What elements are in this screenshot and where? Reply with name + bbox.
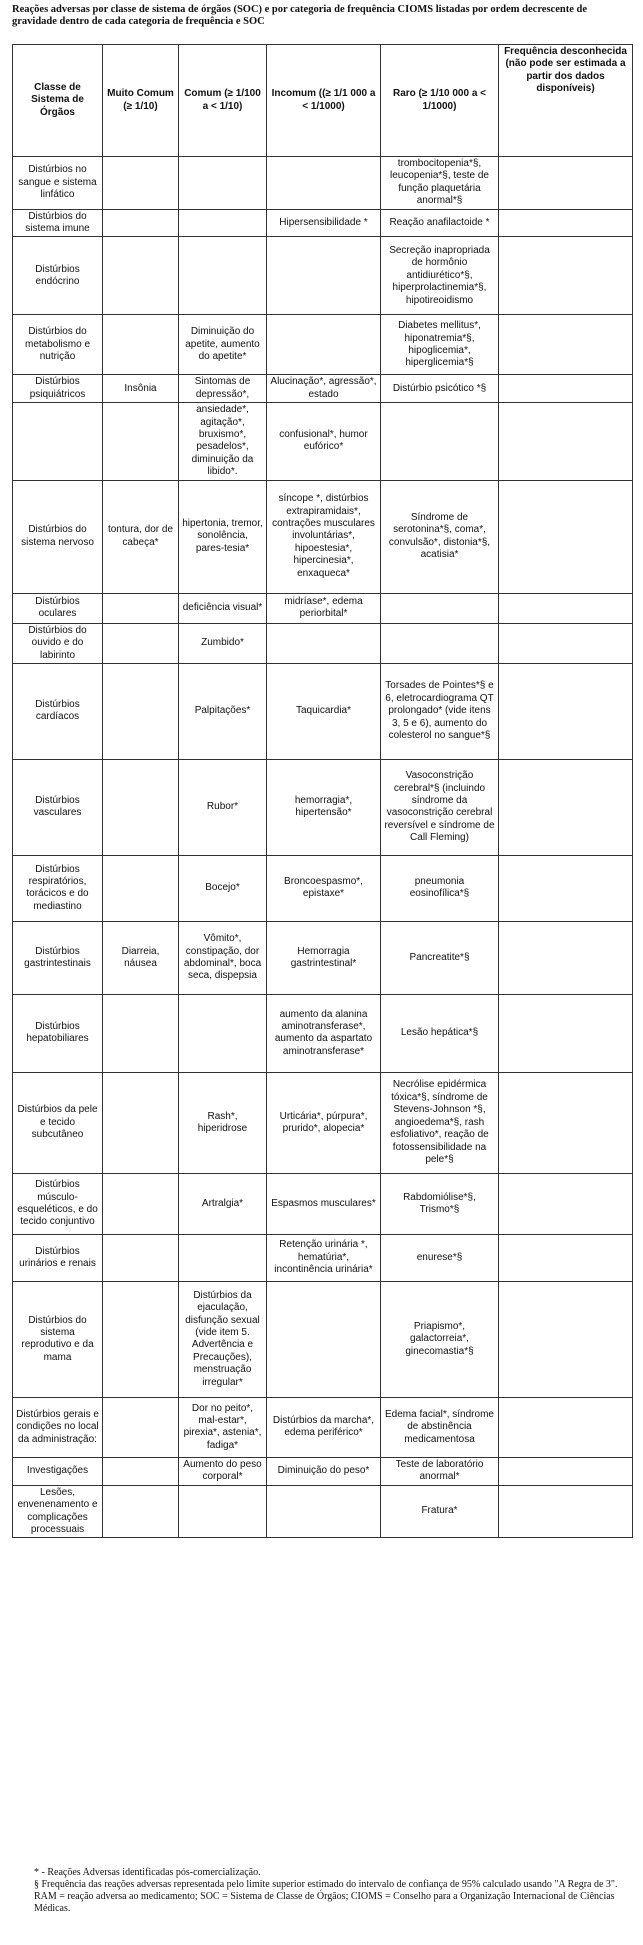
cell-very-common	[103, 1072, 179, 1173]
cell-uncommon	[267, 157, 381, 210]
header-uncommon: Incomum ((≥ 1/1 000 a < 1/1000)	[267, 45, 381, 157]
cell-common	[179, 157, 267, 210]
header-soc: Classe de Sistema de Órgãos	[13, 45, 103, 157]
cell-soc: Investigações	[13, 1457, 103, 1485]
cell-common	[179, 1234, 267, 1281]
cell-rare	[381, 593, 499, 623]
cell-unknown	[499, 375, 633, 403]
cell-unknown	[499, 209, 633, 237]
cell-rare: Necrólise epidérmica tóxica*§, síndrome de Stevens-Johnson *§, angioedema*§, rash esfoliativo*, reação de fotossensibilidade na pele*§	[381, 1072, 499, 1173]
cell-soc: Distúrbios respiratórios, torácicos e do mediastino	[13, 855, 103, 921]
cell-very-common: Diarreia, náusea	[103, 921, 179, 994]
table-row	[13, 759, 633, 855]
cell-unknown	[499, 315, 633, 375]
cell-rare: Torsades de Pointes*§ e 6, eletrocardiograma QT prolongado* (vide itens 3, 5 e 6), aumento do colesterol no sangue*§	[381, 663, 499, 759]
table-row	[13, 157, 633, 210]
cell-unknown	[499, 237, 633, 315]
cell-very-common	[103, 1173, 179, 1234]
cell-rare: Pancreatite*§	[381, 921, 499, 994]
cell-rare: Edema facial*, síndrome de abstinência medicamentosa	[381, 1397, 499, 1457]
cell-soc: Distúrbios endócrino	[13, 237, 103, 315]
cell-uncommon: Espasmos musculares*	[267, 1173, 381, 1234]
cell-common: Zumbido*	[179, 623, 267, 663]
footnote-section: § Frequência das reações adversas representada pelo limite superior estimado do intervalo de confiança de 95% calculado usando "A Regra de 3".	[34, 1879, 618, 1890]
table-row	[13, 623, 633, 663]
cell-common: Palpitações*	[179, 663, 267, 759]
cell-very-common	[103, 157, 179, 210]
table-row	[13, 1072, 633, 1173]
table-row	[13, 375, 633, 403]
cell-very-common	[103, 1397, 179, 1457]
cell-common: Rubor*	[179, 759, 267, 855]
cell-rare: Lesão hepática*§	[381, 994, 499, 1072]
cell-uncommon: síncope *, distúrbios extrapiramidais*, contrações musculares involuntárias*, hipoestesia*, hipercinesia*, enxaqueca*	[267, 480, 381, 593]
cell-unknown	[499, 1072, 633, 1173]
cell-common: Distúrbios da ejaculação, disfunção sexual (vide item 5. Advertência e Precauções), menstruação irregular*	[179, 1281, 267, 1397]
cell-common: Aumento do peso corporal*	[179, 1457, 267, 1485]
cell-rare: Síndrome de serotonina*§, coma*, convulsão*, distonia*§, acatisia*	[381, 480, 499, 593]
cell-rare: Rabdomiólise*§, Trismo*§	[381, 1173, 499, 1234]
cell-very-common	[103, 1485, 179, 1538]
cell-common	[179, 994, 267, 1072]
cell-soc: Distúrbios urinários e renais	[13, 1234, 103, 1281]
cell-unknown	[499, 403, 633, 480]
cell-soc: Distúrbios hepatobiliares	[13, 994, 103, 1072]
cell-common: Artralgia*	[179, 1173, 267, 1234]
cell-very-common	[103, 209, 179, 237]
cell-very-common	[103, 994, 179, 1072]
cell-very-common	[103, 855, 179, 921]
table-row	[13, 209, 633, 237]
cell-common: ansiedade*, agitação*, bruxismo*, pesadelos*, diminuição da libido*.	[179, 403, 267, 480]
cell-soc: Distúrbios do metabolismo e nutrição	[13, 315, 103, 375]
cell-very-common	[103, 593, 179, 623]
table-row	[13, 593, 633, 623]
cell-uncommon	[267, 623, 381, 663]
table-row	[13, 403, 633, 480]
cell-very-common	[103, 1281, 179, 1397]
cell-soc: Distúrbios psiquiátricos	[13, 375, 103, 403]
cell-uncommon	[267, 315, 381, 375]
cell-rare: pneumonia eosinofílica*§	[381, 855, 499, 921]
table-row	[13, 1457, 633, 1485]
cell-uncommon: Taquicardia*	[267, 663, 381, 759]
cell-very-common	[103, 403, 179, 480]
cell-unknown	[499, 855, 633, 921]
table-row	[13, 1485, 633, 1538]
cell-common	[179, 1485, 267, 1538]
cell-uncommon: confusional*, humor eufórico*	[267, 403, 381, 480]
table-row	[13, 1281, 633, 1397]
header-rare: Raro (≥ 1/10 000 a < 1/1000)	[381, 45, 499, 157]
cell-very-common	[103, 1457, 179, 1485]
cell-soc: Distúrbios do sistema nervoso	[13, 480, 103, 593]
cell-soc: Lesões, envenenamento e complicações processuais	[13, 1485, 103, 1538]
cell-common	[179, 209, 267, 237]
cell-uncommon: aumento da alanina aminotransferase*, aumento da aspartato aminotransferase*	[267, 994, 381, 1072]
cell-rare: Distúrbio psicótico *§	[381, 375, 499, 403]
cell-rare: Fratura*	[381, 1485, 499, 1538]
cell-rare	[381, 623, 499, 663]
cell-unknown	[499, 1457, 633, 1485]
cell-soc: Distúrbios cardíacos	[13, 663, 103, 759]
cell-rare: Teste de laboratório anormal*	[381, 1457, 499, 1485]
cell-unknown	[499, 480, 633, 593]
cell-soc: Distúrbios vasculares	[13, 759, 103, 855]
cell-common: deficiência visual*	[179, 593, 267, 623]
footnotes	[34, 1867, 624, 1915]
cell-uncommon: Urticária*, púrpura*, prurido*, alopecia*	[267, 1072, 381, 1173]
table-row	[13, 1173, 633, 1234]
cell-unknown	[499, 663, 633, 759]
cell-soc: Distúrbios do ouvido e do labirinto	[13, 623, 103, 663]
table-body	[13, 157, 633, 1538]
cell-unknown	[499, 994, 633, 1072]
cell-unknown	[499, 157, 633, 210]
cell-uncommon	[267, 1485, 381, 1538]
cell-common: Vômito*, constipação, dor abdominal*, boca seca, dispepsia	[179, 921, 267, 994]
cell-common: hipertonia, tremor, sonolência, pares-tesia*	[179, 480, 267, 593]
cell-uncommon: Hemorragia gastrintestinal*	[267, 921, 381, 994]
cell-soc: Distúrbios gerais e condições no local da administração:	[13, 1397, 103, 1457]
cell-soc: Distúrbios do sistema imune	[13, 209, 103, 237]
cell-rare	[381, 403, 499, 480]
cell-very-common	[103, 315, 179, 375]
cell-very-common	[103, 1234, 179, 1281]
cell-common: Dor no peito*, mal-estar*, pirexia*, astenia*, fadiga*	[179, 1397, 267, 1457]
cell-rare: Vasoconstrição cerebral*§ (incluindo síndrome da vasoconstrição cerebral reversível e síndrome de Call Fleming)	[381, 759, 499, 855]
cell-uncommon: Alucinação*, agressão*, estado	[267, 375, 381, 403]
cell-common: Diminuição do apetite, aumento do apetite*	[179, 315, 267, 375]
cell-uncommon: Hipersensibilidade *	[267, 209, 381, 237]
header-row	[13, 45, 633, 157]
table-row	[13, 663, 633, 759]
cell-uncommon: Distúrbios da marcha*, edema periférico*	[267, 1397, 381, 1457]
cell-soc: Distúrbios da pele e tecido subcutâneo	[13, 1072, 103, 1173]
cell-soc: Distúrbios no sangue e sistema linfático	[13, 157, 103, 210]
cell-rare: Diabetes mellitus*, hiponatremia*§, hipoglicemia*, hiperglicemia*§	[381, 315, 499, 375]
cell-very-common	[103, 237, 179, 315]
cell-uncommon	[267, 237, 381, 315]
cell-unknown	[499, 1281, 633, 1397]
cell-very-common: tontura, dor de cabeça*	[103, 480, 179, 593]
table-row	[13, 315, 633, 375]
cell-common	[179, 237, 267, 315]
table-row	[13, 855, 633, 921]
cell-rare: trombocitopenia*§, leucopenia*§, teste de função plaquetária anormal*§	[381, 157, 499, 210]
cell-rare: Priapismo*, galactorreia*, ginecomastia*§	[381, 1281, 499, 1397]
adverse-reactions-table	[12, 44, 633, 1538]
table-title: Reações adversas por classe de sistema de órgãos (SOC) e por categoria de frequência CIOMS listadas por ordem decrescente de gravidade dentro de cada categoria de frequência e SOC	[12, 4, 587, 27]
cell-unknown	[499, 921, 633, 994]
cell-rare: Secreção inapropriada de hormônio antidiurético*§, hiperprolactinemia*§, hipotireoidismo	[381, 237, 499, 315]
cell-unknown	[499, 623, 633, 663]
cell-unknown	[499, 1397, 633, 1457]
footnote-abbreviations: RAM = reação adversa ao medicamento; SOC = Sistema de Classe de Órgãos; CIOMS = Conselho para a Organização Internacional de Ciências Médicas.	[34, 1891, 618, 1914]
cell-soc: Distúrbios oculares	[13, 593, 103, 623]
cell-very-common	[103, 623, 179, 663]
cell-uncommon: midríase*, edema periorbital*	[267, 593, 381, 623]
cell-soc: Distúrbios músculo-esqueléticos, e do tecido conjuntivo	[13, 1173, 103, 1234]
cell-uncommon: Diminuição do peso*	[267, 1457, 381, 1485]
cell-very-common: Insônia	[103, 375, 179, 403]
cell-very-common	[103, 663, 179, 759]
header-unknown-frequency: Frequência desconhecida (não pode ser estimada a partir dos dados disponíveis)	[499, 45, 633, 157]
cell-rare: Reação anafilactoide *	[381, 209, 499, 237]
cell-unknown	[499, 1234, 633, 1281]
cell-common: Sintomas de depressão*,	[179, 375, 267, 403]
table-row	[13, 480, 633, 593]
cell-unknown	[499, 593, 633, 623]
cell-very-common	[103, 759, 179, 855]
cell-soc	[13, 403, 103, 480]
table-row	[13, 1397, 633, 1457]
table-row	[13, 237, 633, 315]
cell-soc: Distúrbios do sistema reprodutivo e da mama	[13, 1281, 103, 1397]
cell-uncommon: hemorragia*, hipertensão*	[267, 759, 381, 855]
header-common: Comum (≥ 1/100 a < 1/10)	[179, 45, 267, 157]
cell-unknown	[499, 759, 633, 855]
cell-unknown	[499, 1173, 633, 1234]
cell-soc: Distúrbios gastrintestinais	[13, 921, 103, 994]
table-row	[13, 921, 633, 994]
header-very-common: Muito Comum (≥ 1/10)	[103, 45, 179, 157]
cell-common: Rash*, hiperidrose	[179, 1072, 267, 1173]
cell-rare: enurese*§	[381, 1234, 499, 1281]
table-row	[13, 994, 633, 1072]
cell-uncommon: Retenção urinária *, hematúria*, incontinência urinária*	[267, 1234, 381, 1281]
table-row	[13, 1234, 633, 1281]
cell-common: Bocejo*	[179, 855, 267, 921]
cell-uncommon	[267, 1281, 381, 1397]
footnote-asterisk: * - Reações Adversas identificadas pós-comercialização.	[34, 1867, 261, 1878]
cell-unknown	[499, 1485, 633, 1538]
cell-uncommon: Broncoespasmo*, epistaxe*	[267, 855, 381, 921]
